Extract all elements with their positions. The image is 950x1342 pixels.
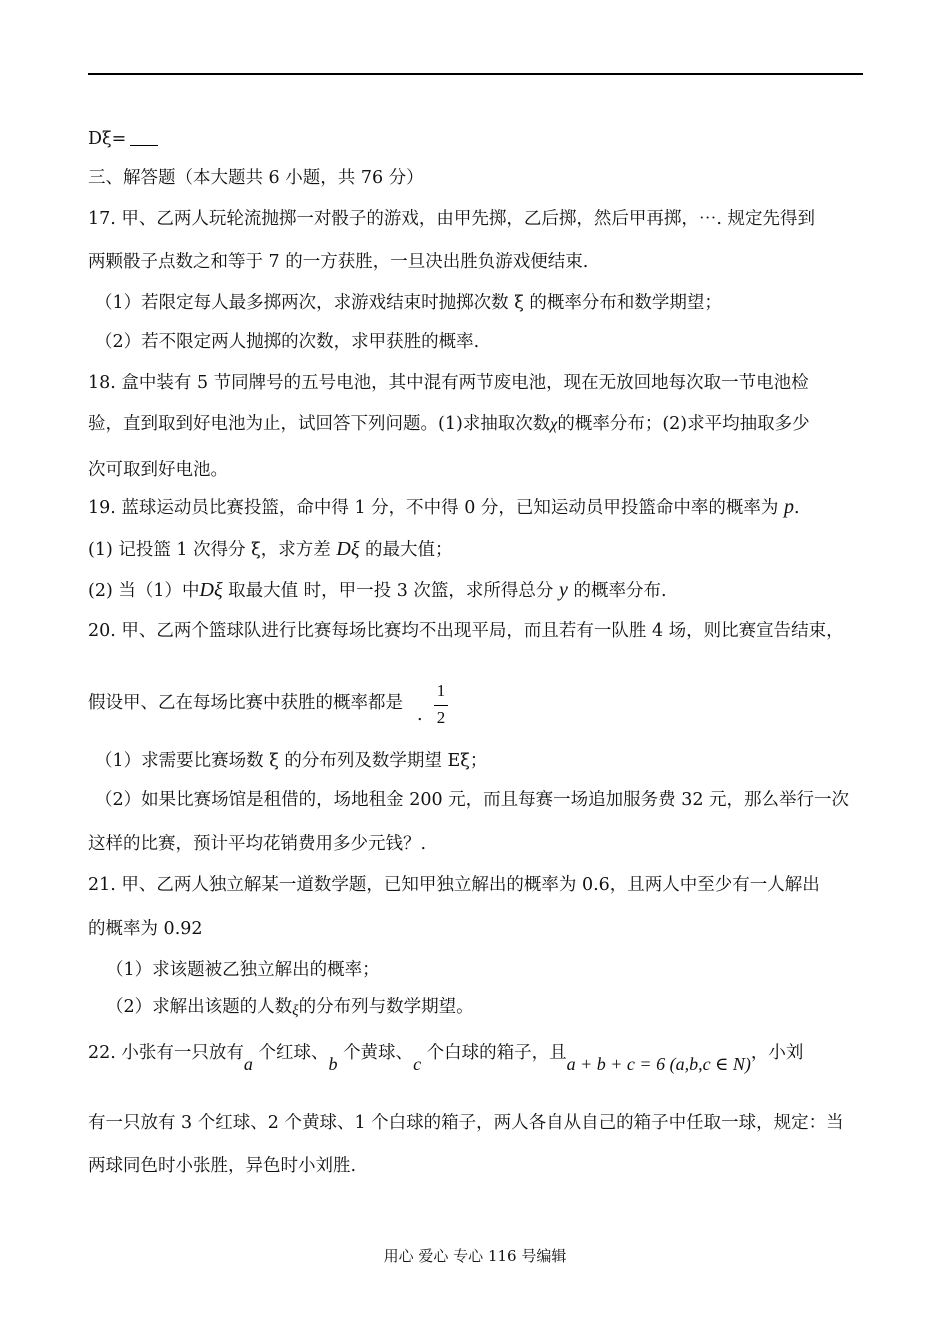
q22-line2: 有一只放有 3 个红球、2 个黄球、1 个白球的箱子，两人各自从自己的箱子中任取一球，规定：当 <box>88 1113 844 1133</box>
header-rule <box>88 73 863 75</box>
q17-part1: （1）若限定每人最多掷两次，求游戏结束时抛掷次数 ξ 的概率分布和数学期望； <box>95 293 722 313</box>
page-footer: 用心 爱心 专心 116 号编辑 <box>383 1247 567 1265</box>
q22-line1 <box>88 1040 804 1074</box>
section-title: 三、解答题（本大题共 6 小题，共 76 分） <box>88 168 424 188</box>
q17-line2: 两颗骰子点数之和等于 7 的一方获胜，一旦决出胜负游戏便结束. <box>88 252 589 272</box>
q20-line1: 20. 甲、乙两个篮球队进行比赛每场比赛均不出现平局，而且若有一队胜 4 场，则比赛宣告结束， <box>88 621 844 641</box>
q20-line2 <box>88 691 423 725</box>
q19-part2-text-a: (2) 当（1）中 <box>88 581 200 601</box>
q19-part2-text-c: 的概率分布. <box>573 581 667 601</box>
q22-formula: a + b + c = 6 (a,b,c ∈ N) <box>566 1054 751 1074</box>
q20-line2-text: 假设甲、乙在每场比赛中获胜的概率都是 <box>88 693 403 713</box>
q17-line1: 17. 甲、乙两人玩轮流抛掷一对骰子的游戏，由甲先掷，乙后掷，然后甲再掷，⋯. 规定先得到 <box>88 209 816 229</box>
q19-part1 <box>88 537 452 562</box>
q19-line1 <box>88 495 800 520</box>
q19-part2-text-b: 取最大值 时，甲一投 3 次篮，求所得总分 <box>228 581 554 601</box>
q21-part2 <box>106 995 474 1020</box>
fraction-numerator: 1 <box>436 681 446 700</box>
q21-line2: 的概率为 0.92 <box>88 919 203 939</box>
fraction-denominator: 2 <box>436 708 446 727</box>
q20-part1: （1）求需要比赛场数 ξ 的分布列及数学期望 Eξ； <box>95 751 488 771</box>
q18-line2-text-a: 验，直到取到好电池为止，试回答下列问题。(1)求抽取次数 <box>88 414 551 434</box>
q22-var-c: c <box>413 1054 422 1074</box>
q21-var-xi: ξ <box>292 1003 299 1019</box>
q19-line1-text-a: 19. 蓝球运动员比赛投篮，命中得 1 分，不中得 0 分，已知运动员甲投篮命中率的概率为 <box>88 498 779 518</box>
q19-var-dxi-2: Dξ <box>199 579 223 601</box>
q22-line1-text-c: 个黄球、 <box>343 1043 414 1063</box>
fraction-bar <box>434 705 448 706</box>
q19-line1-text-b: . <box>794 498 800 518</box>
q21-part1: （1）求该题被乙独立解出的概率； <box>106 960 380 980</box>
q21-part2-text-a: （2）求解出该题的人数 <box>106 997 293 1017</box>
q18-line3: 次可取到好电池。 <box>88 460 228 480</box>
q17-part2: （2）若不限定两人抛掷的次数，求甲获胜的概率. <box>95 332 480 352</box>
d-xi-label: Dξ= <box>88 129 127 149</box>
q22-line1-text-e: ，小刘 <box>750 1043 804 1063</box>
q18-var-chi: χ <box>550 416 558 433</box>
q18-line2 <box>88 412 810 437</box>
q19-part1-text-a: (1) 记投篮 1 次得分 ξ，求方差 <box>88 540 331 560</box>
q19-var-y: y <box>559 579 568 601</box>
q19-part1-text-b: 的最大值； <box>364 540 453 560</box>
q20-part2-line2: 这样的比赛，预计平均花销费用多少元钱？. <box>88 834 427 854</box>
q19-var-p: p <box>784 496 794 518</box>
d-xi-blank-line <box>88 127 158 151</box>
q22-line1-text-b: 个红球、 <box>258 1043 329 1063</box>
q18-line2-text-b: 的概率分布；(2)求平均抽取多少 <box>557 414 810 434</box>
q22-line3: 两球同色时小张胜，异色时小刘胜. <box>88 1156 357 1176</box>
q20-part2-line1: （2）如果比赛场馆是租借的，场地租金 200 元，而且每赛一场追加服务费 32 元，那么举行一次 <box>95 790 850 810</box>
q22-line1-text-a: 22. 小张有一只放有 <box>88 1043 244 1063</box>
q22-var-b: b <box>328 1054 338 1074</box>
q19-part2 <box>88 578 667 603</box>
answer-blank <box>130 129 158 146</box>
q21-line1: 21. 甲、乙两人独立解某一道数学题，已知甲独立解出的概率为 0.6，且两人中至少有一人解出 <box>88 875 820 895</box>
q18-line1: 18. 盒中装有 5 节同牌号的五号电池，其中混有两节废电池，现在无放回地每次取一节电池检 <box>88 373 809 393</box>
q20-line2-period: . <box>417 705 423 725</box>
q19-var-dxi: Dξ <box>336 538 360 560</box>
q22-var-a: a <box>243 1054 253 1074</box>
q22-line1-text-d: 个白球的箱子，且 <box>426 1043 567 1063</box>
q21-part2-text-b: 的分布列与数学期望。 <box>298 997 474 1017</box>
